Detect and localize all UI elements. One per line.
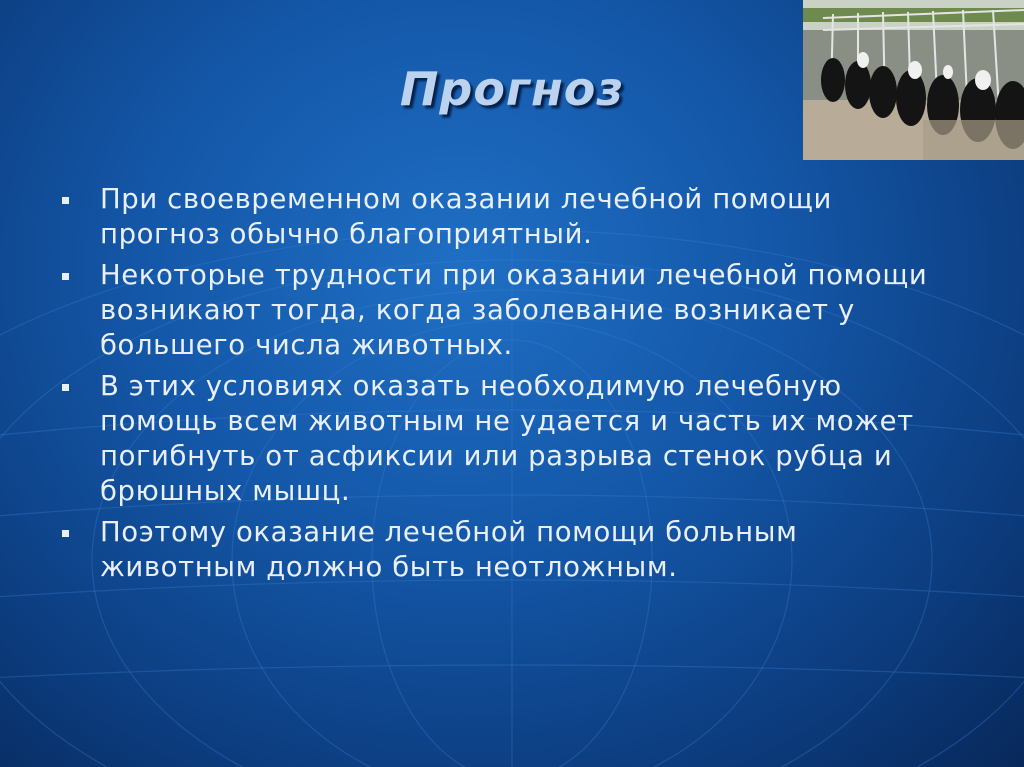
- bullet-text: В этих условиях оказать необходимую лечебную помощь всем животным не удается и часть их может погибнуть от асфиксии или разрыва стенок рубца и брюшных мышц.: [100, 370, 914, 507]
- bullet-item: [60, 369, 960, 509]
- bullet-text: Некоторые трудности при оказании лечебной помощи возникают тогда, когда заболевание возникает у большего числа животных.: [100, 259, 928, 361]
- square-bullet-icon: [62, 273, 69, 280]
- square-bullet-icon: [62, 197, 69, 204]
- slide-title: Прогноз: [399, 62, 625, 116]
- bullet-text: Поэтому оказание лечебной помощи больным животным должно быть неотложным.: [100, 516, 798, 583]
- bullet-item: [60, 515, 960, 585]
- square-bullet-icon: [62, 530, 69, 537]
- bullet-item: [60, 258, 960, 363]
- bullet-text: При своевременном оказании лечебной помощи прогноз обычно благоприятный.: [100, 183, 832, 250]
- bullet-list: [60, 182, 960, 591]
- square-bullet-icon: [62, 384, 69, 391]
- bullet-item: [60, 182, 960, 252]
